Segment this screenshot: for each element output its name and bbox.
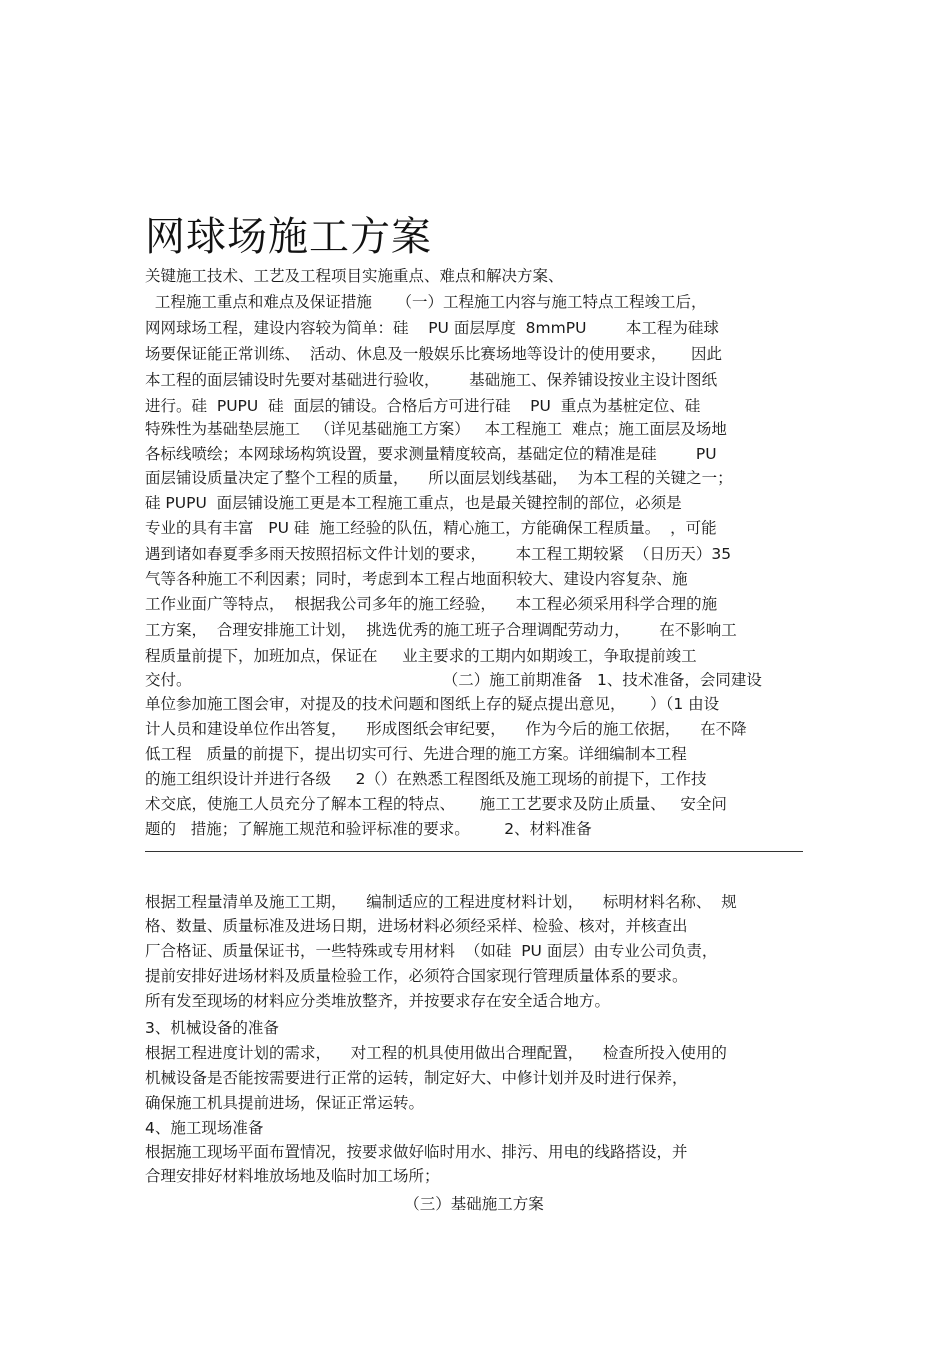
body-line: 网网球场工程，建设内容较为简单：硅 PU 面层厚度 8mmPU 本工程为硅球 bbox=[145, 319, 719, 337]
body-line: 工作业面广等特点， 根据我公司多年的施工经验， 本工程必须采用科学合理的施 bbox=[145, 595, 718, 613]
body-line: 交付。 （二）施工前期准备 1、技术准备，会同建设 bbox=[145, 671, 762, 689]
body-line: 根据工程量清单及施工工期， 编制适应的工程进度材料计划， 标明材料名称、 规 bbox=[145, 893, 737, 911]
body-line: 工方案， 合理安排施工计划， 挑选优秀的施工班子合理调配劳动力， 在不影响工 bbox=[145, 621, 737, 639]
body-line: 程质量前提下，加班加点，保证在 业主要求的工期内如期竣工，争取提前竣工 bbox=[145, 647, 697, 665]
body-line: 提前安排好进场材料及质量检验工作，必须符合国家现行管理质量体系的要求。 bbox=[145, 967, 688, 985]
body-line: 气等各种施工不利因素；同时，考虑到本工程占地面积较大、建设内容复杂、施 bbox=[145, 570, 688, 588]
section-divider bbox=[145, 851, 803, 852]
body-line: 计人员和建设单位作出答复， 形成图纸会审纪要， 作为今后的施工依据， 在不降 bbox=[145, 720, 747, 738]
body-line: 低工程 质量的前提下，提出切实可行、先进合理的施工方案。详细编制本工程 bbox=[145, 745, 687, 763]
body-line: 特殊性为基础垫层施工 （详见基础施工方案） 本工程施工 难点；施工面层及场地 bbox=[145, 420, 727, 438]
body-line: 题的 措施；了解施工规范和验评标准的要求。 2、材料准备 bbox=[145, 820, 592, 838]
body-line: 的施工组织设计并进行各级 2（）在熟悉工程图纸及施工现场的前提下，工作技 bbox=[145, 770, 707, 788]
body-line: 面层铺设质量决定了整个工程的质量， 所以面层划线基础， 为本工程的关键之一； bbox=[145, 469, 733, 487]
body-line: 根据施工现场平面布置情况，按要求做好临时用水、排污、用电的线路搭设，并 bbox=[145, 1143, 688, 1161]
body-line: 遇到诸如春夏季多雨天按照招标文件计划的要求， 本工程工期较紧 （日历天）35 bbox=[145, 545, 732, 563]
body-line: 厂合格证、质量保证书，一些特殊或专用材料 （如硅 PU 面层）由专业公司负责， bbox=[145, 942, 718, 960]
body-line: 进行。硅 PUPU 硅 面层的铺设。合格后方可进行硅 PU 重点为基桩定位、硅 bbox=[145, 397, 701, 415]
body-line: 单位参加施工图会审，对提及的技术问题和图纸上存的疑点提出意见， ）（1 由设 bbox=[145, 695, 720, 713]
section-heading: （三）基础施工方案 bbox=[404, 1195, 544, 1213]
body-line: 硅 PUPU 面层铺设施工更是本工程施工重点，也是最关键控制的部位，必须是 bbox=[145, 494, 682, 512]
body-line: 机械设备是否能按需要进行正常的运转，制定好大、中修计划并及时进行保养， bbox=[145, 1069, 688, 1087]
subheading: 4、施工现场准备 bbox=[145, 1119, 264, 1137]
body-line: 关键施工技术、工艺及工程项目实施重点、难点和解决方案、 bbox=[145, 267, 564, 285]
body-line: 专业的具有丰富 PU 硅 施工经验的队伍，精心施工，方能确保工程质量。 ，可能 bbox=[145, 519, 717, 537]
body-line: 工程施工重点和难点及保证措施 （一）工程施工内容与施工特点工程竣工后， bbox=[145, 293, 707, 311]
document-title: 网球场施工方案 bbox=[145, 214, 432, 260]
body-line: 所有发至现场的材料应分类堆放整齐，并按要求存在安全适合地方。 bbox=[145, 992, 611, 1010]
body-line: 本工程的面层铺设时先要对基础进行验收， 基础施工、保养铺设按业主设计图纸 bbox=[145, 371, 718, 389]
body-line: 格、数量、质量标准及进场日期，进场材料必须经采样、检验、核对，并核查出 bbox=[145, 917, 688, 935]
body-line: 合理安排好材料堆放场地及临时加工场所； bbox=[145, 1167, 440, 1185]
body-line: 根据工程进度计划的需求， 对工程的机具使用做出合理配置， 检查所投入使用的 bbox=[145, 1044, 727, 1062]
body-line: 术交底，使施工人员充分了解本工程的特点、 施工工艺要求及防止质量、 安全问 bbox=[145, 795, 727, 813]
body-line: 确保施工机具提前进场，保证正常运转。 bbox=[145, 1094, 425, 1112]
subheading: 3、机械设备的准备 bbox=[145, 1019, 279, 1037]
body-line: 场要保证能正常训练、 活动、休息及一般娱乐比赛场地等设计的使用要求， 因此 bbox=[145, 345, 722, 363]
body-line: 各标线喷绘；本网球场构筑设置，要求测量精度较高，基础定位的精准是硅 PU bbox=[145, 445, 717, 463]
